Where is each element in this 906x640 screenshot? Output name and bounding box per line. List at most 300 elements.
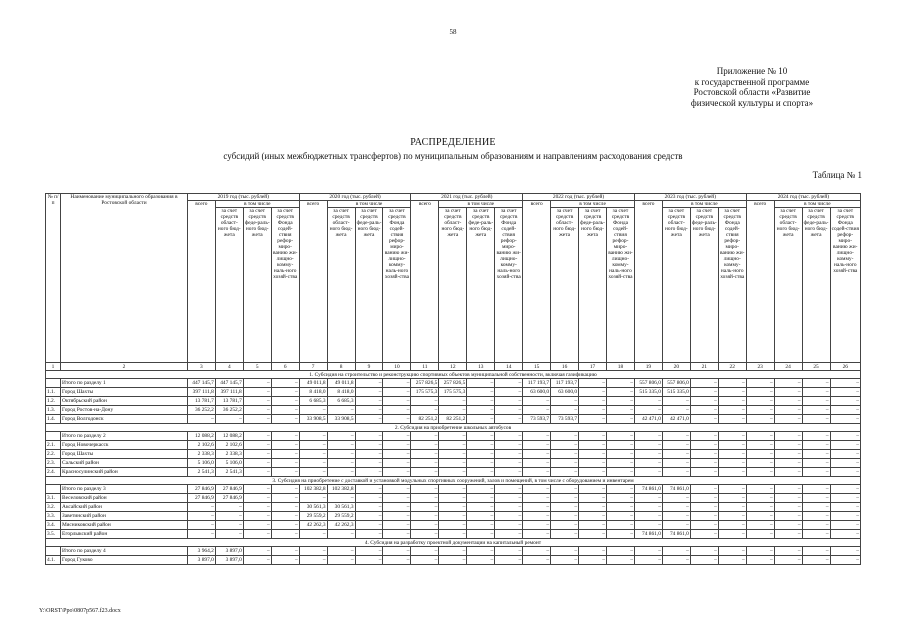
row-value: – xyxy=(579,521,607,530)
row-value: – xyxy=(271,556,299,565)
row-value: – xyxy=(411,521,439,530)
distribution-table xyxy=(45,193,861,565)
row-value: – xyxy=(802,512,830,521)
row-value: – xyxy=(579,450,607,459)
row-value: – xyxy=(802,388,830,397)
row-value: 257 826,5 xyxy=(411,379,439,388)
row-value: – xyxy=(662,450,690,459)
row-value: – xyxy=(746,450,774,459)
row-value: – xyxy=(718,432,746,441)
row-value: – xyxy=(327,450,355,459)
row-name: Итого по разделу 4 xyxy=(61,547,188,556)
row-value: – xyxy=(718,547,746,556)
row-value: – xyxy=(634,459,662,468)
row-value: – xyxy=(607,556,635,565)
row-value: – xyxy=(718,379,746,388)
row-value: – xyxy=(690,503,718,512)
row-value: – xyxy=(411,406,439,415)
row-value: 3 897,0 xyxy=(215,556,243,565)
row-value: – xyxy=(467,450,495,459)
column-number: 12 xyxy=(439,363,467,371)
row-value: – xyxy=(746,547,774,556)
row-value: – xyxy=(495,450,523,459)
row-value: – xyxy=(495,468,523,477)
table-header xyxy=(46,194,861,363)
row-value: 82 251,2 xyxy=(439,415,467,424)
row-value: – xyxy=(746,432,774,441)
row-name: Веселовский район xyxy=(61,494,188,503)
column-number: 2 xyxy=(61,363,188,371)
row-value: 557 806,0 xyxy=(634,379,662,388)
header-incl: в том числе xyxy=(327,201,411,208)
header-federal-budget: за счет средств феде-раль-ного бюд-жета xyxy=(355,208,383,363)
row-value: 73 593,7 xyxy=(523,415,551,424)
table-row xyxy=(46,415,861,424)
row-value: 117 193,7 xyxy=(523,379,551,388)
row-value: – xyxy=(411,441,439,450)
row-value: – xyxy=(579,406,607,415)
row-value: – xyxy=(551,485,579,494)
row-value: 515 335,0 xyxy=(634,388,662,397)
row-value: – xyxy=(607,415,635,424)
header-total: всего xyxy=(411,201,439,363)
row-name: Город Гуково xyxy=(61,556,188,565)
row-value: – xyxy=(271,415,299,424)
row-value: – xyxy=(830,459,860,468)
column-number: 26 xyxy=(830,363,860,371)
header-housing-fund: за счет средств Фонда содей-ствия рефор-миро-ванию жи-лищно-комму-наль-ного хозяй-ства xyxy=(718,208,746,363)
row-value: – xyxy=(634,521,662,530)
column-number: 18 xyxy=(607,363,635,371)
row-value: – xyxy=(551,397,579,406)
row-value: 63 600,0 xyxy=(523,388,551,397)
row-value: – xyxy=(690,512,718,521)
row-value: – xyxy=(271,530,299,539)
row-value: 2 338,3 xyxy=(187,450,215,459)
row-value: 175 575,3 xyxy=(439,388,467,397)
section-title: 3. Субсидия на приобретение с доставкой и установкой модульных спортивных сооружений, залов и помещений, в том числе с оборудованием и инвентарем xyxy=(46,477,861,485)
row-value: – xyxy=(439,485,467,494)
row-value: – xyxy=(690,556,718,565)
page-number: 58 xyxy=(449,28,457,36)
row-value: – xyxy=(467,468,495,477)
row-value: – xyxy=(802,503,830,512)
row-value: – xyxy=(746,379,774,388)
row-value: – xyxy=(551,556,579,565)
row-number: 3.1. xyxy=(46,494,61,503)
row-value: – xyxy=(467,503,495,512)
row-value: – xyxy=(383,415,411,424)
row-value: – xyxy=(439,397,467,406)
row-value: – xyxy=(523,432,551,441)
row-number xyxy=(46,485,61,494)
row-value: 27 846,9 xyxy=(215,494,243,503)
row-value: – xyxy=(579,432,607,441)
row-value: – xyxy=(243,512,271,521)
row-value: – xyxy=(383,459,411,468)
row-value: – xyxy=(243,450,271,459)
row-value: – xyxy=(718,406,746,415)
row-value: – xyxy=(383,512,411,521)
row-value: – xyxy=(439,432,467,441)
row-value: – xyxy=(355,521,383,530)
row-value: – xyxy=(746,415,774,424)
row-value: – xyxy=(299,450,327,459)
row-value: – xyxy=(551,494,579,503)
section-header-row xyxy=(46,424,861,432)
row-value: – xyxy=(411,530,439,539)
row-value: – xyxy=(271,494,299,503)
row-value: – xyxy=(355,556,383,565)
row-value: – xyxy=(774,512,802,521)
row-value: – xyxy=(271,406,299,415)
row-value: – xyxy=(551,459,579,468)
row-value: – xyxy=(243,432,271,441)
row-value: 27 846,9 xyxy=(187,485,215,494)
table-row xyxy=(46,450,861,459)
row-name: Итого по разделу 2 xyxy=(61,432,188,441)
header-year: 2019 год (тыс. рублей) xyxy=(187,194,299,201)
row-value: 30 561,3 xyxy=(299,503,327,512)
header-incl: в том числе xyxy=(439,201,523,208)
row-value: – xyxy=(774,388,802,397)
row-value: – xyxy=(830,485,860,494)
row-value: – xyxy=(551,503,579,512)
row-value: – xyxy=(271,547,299,556)
row-value: – xyxy=(243,415,271,424)
header-total: всего xyxy=(187,201,215,363)
row-value: – xyxy=(243,459,271,468)
row-value: – xyxy=(467,459,495,468)
row-value: – xyxy=(774,450,802,459)
row-value: – xyxy=(718,530,746,539)
column-number: 19 xyxy=(634,363,662,371)
row-value: – xyxy=(355,450,383,459)
column-number: 23 xyxy=(746,363,774,371)
header-regional-budget: за счет средств област-ного бюд-жета xyxy=(439,208,467,363)
row-value: – xyxy=(634,397,662,406)
row-value: – xyxy=(746,494,774,503)
row-value: – xyxy=(383,450,411,459)
column-number: 20 xyxy=(662,363,690,371)
row-value: – xyxy=(607,388,635,397)
row-value: – xyxy=(383,379,411,388)
row-value: – xyxy=(746,468,774,477)
row-value: – xyxy=(774,441,802,450)
row-value: – xyxy=(579,503,607,512)
row-value: – xyxy=(355,441,383,450)
row-value: – xyxy=(439,530,467,539)
row-value: 447 145,7 xyxy=(187,379,215,388)
row-value: – xyxy=(718,521,746,530)
row-value: 36 252,2 xyxy=(187,406,215,415)
row-value: 63 600,0 xyxy=(551,388,579,397)
row-value: – xyxy=(718,503,746,512)
section-header-row xyxy=(46,371,861,379)
row-value: – xyxy=(467,512,495,521)
table-row xyxy=(46,459,861,468)
row-value: – xyxy=(215,415,243,424)
header-year: 2021 год (тыс. рублей) xyxy=(411,194,523,201)
row-number: 1.1. xyxy=(46,388,61,397)
row-value: – xyxy=(802,556,830,565)
row-value: – xyxy=(411,432,439,441)
row-value: – xyxy=(243,485,271,494)
row-value: – xyxy=(690,485,718,494)
row-value: – xyxy=(774,415,802,424)
row-name: Заветинский район xyxy=(61,512,188,521)
row-value: – xyxy=(271,441,299,450)
row-value: – xyxy=(243,530,271,539)
row-number: 3.4. xyxy=(46,521,61,530)
header-incl: в том числе xyxy=(774,201,860,208)
row-name: Октябрьский район xyxy=(61,397,188,406)
row-value: – xyxy=(579,459,607,468)
row-value: – xyxy=(327,441,355,450)
row-value: 42 262,3 xyxy=(299,521,327,530)
row-value: – xyxy=(187,503,215,512)
row-value: – xyxy=(523,521,551,530)
row-value: – xyxy=(243,494,271,503)
row-name: Егорлыкский район xyxy=(61,530,188,539)
row-value: – xyxy=(634,468,662,477)
document-subtitle: субсидий (иных межбюджетных трансфертов) по муниципальным образованиям и направлениям расходования средств xyxy=(223,151,683,161)
table-row xyxy=(46,494,861,503)
row-value: – xyxy=(802,379,830,388)
row-value: – xyxy=(243,521,271,530)
row-value: – xyxy=(662,459,690,468)
row-value: – xyxy=(802,494,830,503)
row-value: 13 781,7 xyxy=(215,397,243,406)
column-number: 5 xyxy=(243,363,271,371)
row-value: – xyxy=(355,397,383,406)
row-number xyxy=(46,432,61,441)
row-value: – xyxy=(187,512,215,521)
row-value: – xyxy=(690,406,718,415)
row-value: – xyxy=(718,556,746,565)
row-value: – xyxy=(774,494,802,503)
header-incl: в том числе xyxy=(551,201,635,208)
row-value: – xyxy=(802,441,830,450)
row-value: – xyxy=(690,459,718,468)
row-value: – xyxy=(774,459,802,468)
row-value: – xyxy=(690,397,718,406)
row-value: – xyxy=(579,397,607,406)
row-value: – xyxy=(746,459,774,468)
header-federal-budget: за счет средств феде-раль-ного бюд-жета xyxy=(802,208,830,363)
row-value: 30 561,3 xyxy=(327,503,355,512)
row-value: – xyxy=(774,406,802,415)
row-value: 73 593,7 xyxy=(551,415,579,424)
row-value: – xyxy=(774,547,802,556)
row-value: 8 418,0 xyxy=(327,388,355,397)
table-row xyxy=(46,503,861,512)
file-path-footer: Y:\ORST\Ppo\0807p567.f23.docx xyxy=(39,608,121,614)
row-value: – xyxy=(830,556,860,565)
row-value: – xyxy=(551,547,579,556)
column-number: 3 xyxy=(187,363,215,371)
appendix-line: физической культуры и спорта» xyxy=(690,97,814,108)
row-value: – xyxy=(607,459,635,468)
row-value: – xyxy=(467,388,495,397)
row-value: – xyxy=(607,441,635,450)
row-value: – xyxy=(802,521,830,530)
row-value: – xyxy=(607,406,635,415)
row-value: – xyxy=(271,503,299,512)
row-value: – xyxy=(607,468,635,477)
row-name: Итого по разделу 1 xyxy=(61,379,188,388)
header-year: 2024 год (тыс. рублей) xyxy=(746,194,860,201)
row-value: – xyxy=(718,415,746,424)
row-value: – xyxy=(746,521,774,530)
row-value: – xyxy=(411,485,439,494)
row-value: – xyxy=(830,503,860,512)
row-number: 4.1. xyxy=(46,556,61,565)
row-value: – xyxy=(746,503,774,512)
row-value: – xyxy=(830,512,860,521)
row-value: – xyxy=(802,485,830,494)
row-value: – xyxy=(355,503,383,512)
row-value: – xyxy=(411,512,439,521)
row-name: Город Волгодонск xyxy=(61,415,188,424)
appendix-line: к государственной программе xyxy=(694,76,810,87)
row-value: – xyxy=(774,468,802,477)
table-label: Таблица № 1 xyxy=(812,170,862,180)
row-value: – xyxy=(662,468,690,477)
row-number: 3.3. xyxy=(46,512,61,521)
row-value: – xyxy=(355,415,383,424)
row-value: – xyxy=(495,379,523,388)
row-value: – xyxy=(327,547,355,556)
header-num: № п/п xyxy=(46,194,61,363)
row-value: – xyxy=(383,468,411,477)
row-value: – xyxy=(579,485,607,494)
row-value: – xyxy=(523,512,551,521)
row-value: – xyxy=(607,432,635,441)
column-number: 4 xyxy=(215,363,243,371)
header-federal-budget: за счет средств феде-раль-ного бюд-жета xyxy=(579,208,607,363)
row-value: – xyxy=(690,441,718,450)
row-value: – xyxy=(718,485,746,494)
row-value: – xyxy=(467,485,495,494)
row-value: – xyxy=(579,547,607,556)
row-value: – xyxy=(690,415,718,424)
row-value: 42 471,0 xyxy=(634,415,662,424)
table-row xyxy=(46,468,861,477)
row-value: 42 262,3 xyxy=(327,521,355,530)
row-value: – xyxy=(383,432,411,441)
row-value: 8 418,0 xyxy=(299,388,327,397)
row-number: 1.2. xyxy=(46,397,61,406)
row-value: – xyxy=(662,494,690,503)
row-value: – xyxy=(579,388,607,397)
row-value: – xyxy=(467,556,495,565)
row-value: – xyxy=(746,530,774,539)
row-value: – xyxy=(690,379,718,388)
row-value: – xyxy=(830,388,860,397)
row-value: – xyxy=(299,441,327,450)
table-row xyxy=(46,432,861,441)
row-value: – xyxy=(607,494,635,503)
row-value: – xyxy=(439,503,467,512)
row-value: – xyxy=(383,556,411,565)
row-value: 33 908,5 xyxy=(299,415,327,424)
table-row xyxy=(46,512,861,521)
row-value: – xyxy=(662,406,690,415)
header-year: 2020 год (тыс. рублей) xyxy=(299,194,411,201)
section-title: 2. Субсидия на приобретение школьных автобусов xyxy=(46,424,861,432)
row-value: – xyxy=(467,406,495,415)
row-value: 6 685,3 xyxy=(299,397,327,406)
row-value: – xyxy=(607,485,635,494)
row-value: – xyxy=(495,485,523,494)
row-value: 49 011,8 xyxy=(299,379,327,388)
row-value: – xyxy=(327,432,355,441)
header-housing-fund: за счет средств Фонда содей-ствия рефор-миро-ванию жи-лищно-комму-наль-ного хозяй-ства xyxy=(271,208,299,363)
row-value: – xyxy=(243,397,271,406)
row-value: – xyxy=(662,397,690,406)
header-federal-budget: за счет средств феде-раль-ного бюд-жета xyxy=(690,208,718,363)
row-value: 175 575,3 xyxy=(411,388,439,397)
row-value: – xyxy=(579,415,607,424)
row-value: – xyxy=(411,503,439,512)
row-value: – xyxy=(802,450,830,459)
row-value: – xyxy=(718,397,746,406)
header-federal-budget: за счет средств феде-раль-ного бюд-жета xyxy=(467,208,495,363)
column-number: 13 xyxy=(467,363,495,371)
row-value: – xyxy=(299,494,327,503)
row-value: – xyxy=(383,521,411,530)
row-value: – xyxy=(467,397,495,406)
row-value: – xyxy=(551,432,579,441)
row-value: – xyxy=(383,485,411,494)
column-number: 7 xyxy=(299,363,327,371)
header-total: всего xyxy=(746,201,774,363)
row-value: – xyxy=(607,503,635,512)
row-number: 2.4. xyxy=(46,468,61,477)
row-value: – xyxy=(607,397,635,406)
row-value: 74 861,0 xyxy=(662,530,690,539)
row-value: – xyxy=(830,415,860,424)
row-value: – xyxy=(690,521,718,530)
row-value: – xyxy=(327,406,355,415)
row-value: 447 145,7 xyxy=(215,379,243,388)
row-value: – xyxy=(411,397,439,406)
row-value: – xyxy=(467,547,495,556)
row-value: 102 382,8 xyxy=(299,485,327,494)
row-value: – xyxy=(634,547,662,556)
row-value: – xyxy=(830,441,860,450)
column-number: 16 xyxy=(551,363,579,371)
row-value: – xyxy=(495,441,523,450)
header-housing-fund: за счет средств Фонда содей-ствия рефор-миро-ванию жи-лищно-комму-наль-ного хозяй-ства xyxy=(830,208,860,363)
row-value: 12 088,2 xyxy=(215,432,243,441)
row-value: – xyxy=(495,494,523,503)
row-value: – xyxy=(634,432,662,441)
row-value: – xyxy=(523,494,551,503)
column-number: 11 xyxy=(411,363,439,371)
row-value: 33 908,5 xyxy=(327,415,355,424)
row-value: – xyxy=(355,379,383,388)
row-value: – xyxy=(187,530,215,539)
row-value: – xyxy=(774,432,802,441)
row-value: – xyxy=(662,556,690,565)
row-value: – xyxy=(439,521,467,530)
row-value: – xyxy=(579,556,607,565)
row-value: – xyxy=(718,512,746,521)
row-value: – xyxy=(187,521,215,530)
table-body xyxy=(46,363,861,565)
